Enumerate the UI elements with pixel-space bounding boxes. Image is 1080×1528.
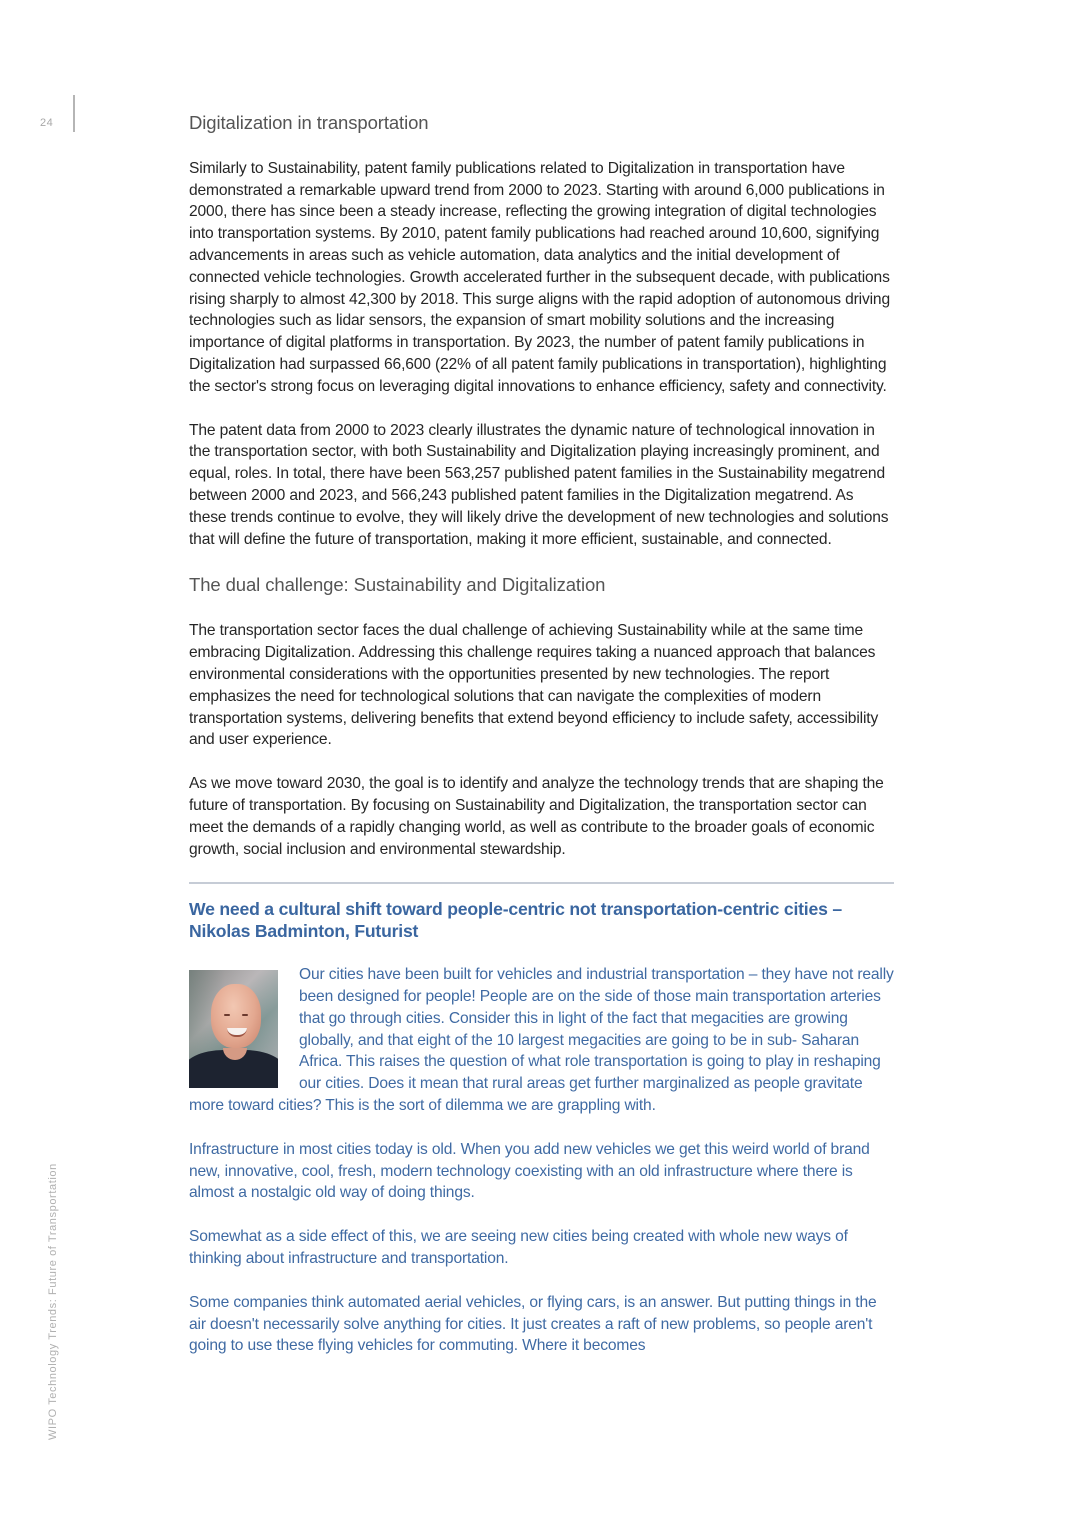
quote-paragraph: Some companies think automated aerial vehicles, or flying cars, is an answer. But putting things in the air doesn't necessarily solve anything for cities. It just creates a raft of new problems, so people aren't going to use these flying vehicles for commuting. Where it becomes [189, 1293, 877, 1355]
quote-title: We need a cultural shift toward people-centric not transportation-centric cities – Nikolas Badminton, Futurist [189, 899, 842, 942]
section-heading-digitalization: Digitalization in transportation [189, 112, 429, 133]
paragraph: Similarly to Sustainability, patent family publications related to Digitalization in transportation have demonstrated a remarkable upward trend from 2000 to 2023. Starting with around 6,000 publications in 2000, there has since been a steady increase, reflecting the growing integration of digital technologies into transportation systems. By 2010, patent family publications had reached around 10,600, signifying advancements in areas such as vehicle automation, data analytics and the initial development of connected vehicle technologies. Growth accelerated further in the subsequent decade, with publications rising sharply to almost 42,300 by 2018. This surge aligns with the rapid adoption of autonomous driving technologies such as lidar sensors, the expansion of smart mobility solutions and the increasing importance of digital platforms in transportation. By 2023, the number of patent family publications in Digitalization had surpassed 66,600 (22% of all patent family publications in transportation), highlighting the sector's strong focus on leveraging digital innovations to enhance efficiency, safety and connectivity. [189, 159, 890, 395]
portrait-photo [189, 970, 278, 1088]
page-number-divider [73, 95, 75, 132]
section-separator [189, 882, 894, 884]
page-number: 24 [40, 117, 54, 129]
main-content [189, 110, 894, 1379]
running-footer-label: WIPO Technology Trends: Future of Transportation [47, 1163, 59, 1440]
paragraph: The patent data from 2000 to 2023 clearly illustrates the dynamic nature of technological innovation in the transportation sector, with both Sustainability and Digitalization playing increasingly prominent, and equal, roles. In total, there have been 563,257 published patent families in the Sustainability megatrend between 2000 and 2023, and 566,243 published patent families in the Digitalization megatrend. As these trends continue to evolve, they will likely drive the development of new technologies and solutions that will define the future of transportation, making it more efficient, sustainable, and connected. [189, 421, 889, 548]
quote-paragraph: Somewhat as a side effect of this, we are seeing new cities being created with whole new ways of thinking about infrastructure and transportation. [189, 1228, 848, 1268]
section-heading-dual-challenge: The dual challenge: Sustainability and Digitalization [189, 574, 606, 596]
quote-paragraph: Our cities have been built for vehicles and industrial transportation – they have not really been designed for people! People are on the side of those main transportation arteries that go through cities. Consider this in light of the fact that megacities are growing globally, and that eight of the 10 largest megacities are going to be in sub- Saharan Africa. This raises the question of what role transportation is going to play in reshaping our cities. Does it mean that rural areas get further marginalized as people gravitate more toward cities? This is the sort of dilemma we are grappling with. [189, 966, 894, 1115]
quote-paragraph: Infrastructure in most cities today is old. When you add new vehicles we get this weird world of brand new, innovative, cool, fresh, modern technology coexisting with an old infrastructure where there is almost a nostalgic old way of doing things. [189, 1140, 870, 1202]
paragraph: As we move toward 2030, the goal is to identify and analyze the technology trends that are shaping the future of transportation. By focusing on Sustainability and Digitalization, the transportation sector can meet the demands of a rapidly changing world, as well as contribute to the broader goals of economic growth, social inclusion and environmental stewardship. [189, 775, 884, 858]
quote-body [189, 964, 894, 1357]
expert-quote-box [189, 898, 894, 1357]
paragraph: The transportation sector faces the dual challenge of achieving Sustainability while at the same time embracing Digitalization. Addressing this challenge requires taking a nuanced approach that balances environmental considerations with the opportunities presented by new technologies. The report emphasizes the need for technological solutions that can navigate the complexities of modern transportation systems, delivering benefits that extend beyond efficiency to include safety, accessibility and user experience. [189, 622, 879, 749]
